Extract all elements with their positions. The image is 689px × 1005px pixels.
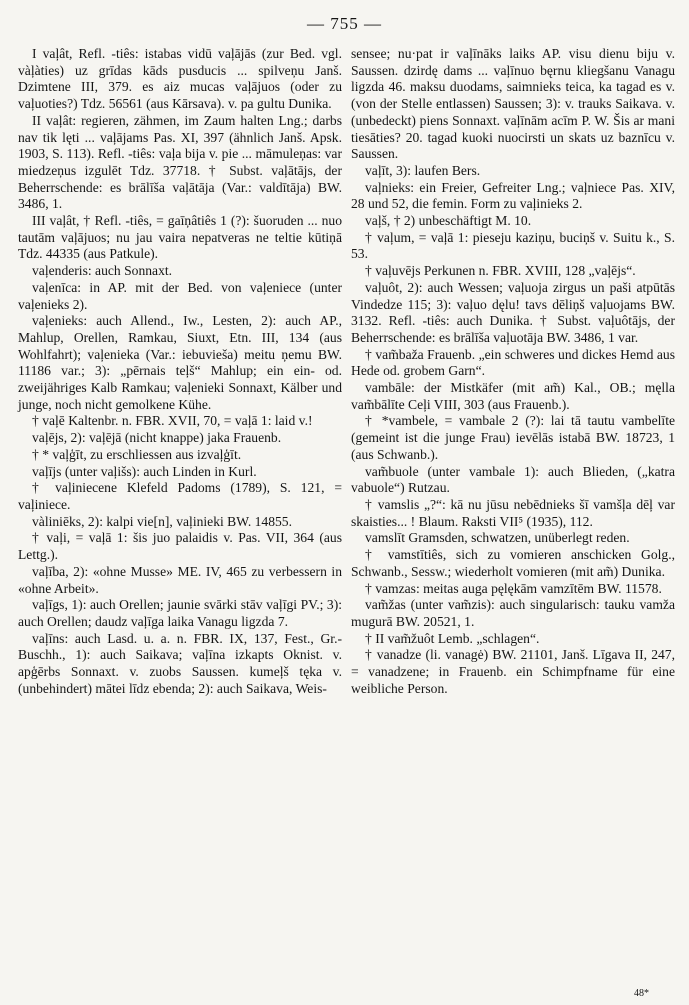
- right-column: [351, 46, 675, 697]
- left-entry: vaļīns: auch Lasd. u. a. n. FBR. IX, 137, Fest., Gr.-Buschh., 1): auch Saikava; vaļīna izkapts Oknist. v. apģērbs Sonnaxt. v. zuobs Saussen. kumeļš tęka v. (unbehindert) mātei līdz ebenda; 2): auch Saikava, Weis-: [18, 630, 342, 696]
- right-entry: † vam̃baža Frauenb. „ein schweres und dickes Hemd aus Hede od. grobem Garn“.: [351, 346, 675, 379]
- right-entry: † vanadze (li. vanagė) BW. 21101, Janš. Līgava II, 247, = vanadzene; in Frauenb. ein Schimpfname für eine weibliche Person.: [351, 647, 675, 696]
- left-entry: † * vaļģīt, zu erschliessen aus izvaļģīt.: [32, 446, 242, 462]
- left-entry: † vaļi, = vaļā 1: šis juo palaidis v. Pas. VII, 364 (aus Lettg.).: [18, 530, 342, 563]
- left-entry: vaļenieks: auch Allend., Iw., Lesten, 2): auch AP., Mahlup, Orellen, Ramkau, Siuxt, Etn. III, 134 (aus Wohlfahrt); vaļenieka (Var.: iebuvieša) meitu ņemu BW. 11186 var.; 3): „pērnais teļš“ Mahlup; ein ein- od. zweijähriges Kalb Ramkau; vaļenieki Sonnaxt, Kälber und junge, noch nicht gemolkene Kühe.: [18, 313, 342, 412]
- right-entry: sensee; nu·pat ir vaļīnāks laiks AP. visu dienu biju v. Saussen. dzirdę dams ... vaļīnuo bęrnu kliegšanu Vanagu ligzda 46. maksu duodams, saimnieks teica, ka tagad es v. (von der Stelle entlassen) Saussen; 3): v. trauks Saikava. v. (unbedeckt) piens Sonnaxt. vaļīnām acīm P. W. Šis ar mani tiesāties? 20. tagad kuoki nuocirsti un skats uz baznīcu v. Saussen.: [351, 46, 675, 162]
- left-entry: II vaļât: regieren, zähmen, im Zaum halten Lng.; darbs nav tik lęti ... vaļājams Pas. XI, 397 (ähnlich Janš. Apsk. 1903, S. 113). Refl. -tiês: vaļa bija v. pie ... māmuleņas: var miedzeņus izgulēt Tdz. 37718. † Subst. vaļātājs, der Beherrschende: es brālīša vaļātāja (Var.: valdītāja) BW. 3486, 1.: [18, 112, 342, 212]
- right-entry: vam̃buole (unter vambale 1): auch Blieden, („katra vabuole“) Rutzau.: [351, 463, 675, 496]
- left-entry: vàliniēks, 2): kalpi vie[n], vaļinieki BW. 14855.: [32, 513, 292, 529]
- right-entry: vaļīt, 3): laufen Bers.: [365, 162, 481, 178]
- left-entry: † vaļiniecene Klefeld Padoms (1789), S. 121, = vaļiniece.: [18, 480, 342, 512]
- signature-mark: 48*: [634, 988, 649, 999]
- right-entry: † *vambele, = vambale 2 (?): lai tā tautu vambelīte (gemeint ist die junge Frau) ievēlās istabā BW. 18723, 1 (aus Schwanb.).: [351, 413, 675, 462]
- right-entry: † vamzas: meitas auga pęlękām vamzītēm BW. 11578.: [365, 580, 662, 596]
- left-entry: vaļība, 2): «ohne Musse» ME. IV, 465 zu verbessern in «ohne Arbeit».: [18, 563, 342, 596]
- right-entry: † vamslis „?“: kā nu jūsu nebēdnieks šī vamšļa dēļ var skaisties... ! Blaum. Raksti VII⁵ (1935), 112.: [351, 496, 675, 529]
- right-entry: † II vam̃žuôt Lemb. „schlagen“.: [365, 630, 540, 646]
- right-entry: † vamstītiês, sich zu vomieren anschicken Golg., Schwanb., Sessw.; wiederholt vomieren (mit am̃) Dunika.: [351, 547, 675, 579]
- right-entry: vaļuôt, 2): auch Wessen; vaļuoja zirgus un paši atpūtās Vindedze 115; 3): vaļuo dęlu! tavs dēliņš vaļuojams BW. 3132. Refl. -tiês: auch Dunika. † Subst. vaļuôtājs, der Beherrschende: es brālīša vaļuotāja BW. 3486, 1 var.: [351, 279, 675, 345]
- left-entry: † vaļē Kaltenbr. n. FBR. XVII, 70, = vaļā 1: laid v.!: [32, 413, 313, 429]
- page-number: — 755 —: [307, 14, 382, 33]
- right-entry: vaļš, † 2) unbeschäftigt M. 10.: [365, 213, 532, 229]
- left-entry: vaļenīca: in AP. mit der Bed. von vaļeniece (unter vaļenieks 2).: [18, 279, 342, 312]
- left-entry: I vaļât, Refl. -tiês: istabas vidū vaļājās (zur Bed. vgl. vàļàties) uz grīdas kāds pusducis ... spilveņu Janš. Dzimtene III, 379. es aiz mucas vaļājuos (oder zu vaļuoties?) Tdz. 56561 (aus Kārsava). v. pa gultu Dunika.: [18, 46, 342, 112]
- left-entry: vaļējs, 2): vaļējā (nicht knappe) jaka Frauenb.: [32, 430, 282, 446]
- right-entry: vamslīt Gramsden, schwatzen, unüberlegt reden.: [365, 530, 630, 546]
- right-entry: vaļnieks: ein Freier, Gefreiter Lng.; vaļniece Pas. XIV, 28 und 52, die femin. Form zu vaļinieks 2.: [351, 179, 675, 212]
- left-column: [18, 46, 342, 697]
- left-entry: vaļīgs, 1): auch Orellen; jaunie svārki stāv vaļīgi PV.; 3): auch Orellen; daudz vaļīga laika Vanagu ligzda 7.: [18, 597, 342, 629]
- right-entry: † vaļum, = vaļā 1: pieseju kaziņu, buciņš v. Suitu k., S. 53.: [351, 229, 675, 262]
- left-entry: vaļenderis: auch Sonnaxt.: [32, 263, 173, 279]
- right-entry: † vaļuvējs Perkunen n. FBR. XVIII, 128 „vaļējs“.: [365, 263, 636, 279]
- left-entry: III vaļât, † Refl. -tiês, = gaīņâtiês 1 (?): šuoruden ... nuo tautām vaļājuos; nu jau vaira nepatveras ne teltie kūtiņā Tdz. 44335 (aus Patkule).: [18, 213, 342, 262]
- left-entry: vaļījs (unter vaļišs): auch Linden in Kurl.: [32, 463, 257, 479]
- right-entry: vambāle: der Mistkäfer (mit am̃) Kal., OB.; męlla vam̃bālīte Ceļi VIII, 303 (aus Frauenb.).: [351, 380, 675, 412]
- right-entry: vam̃žas (unter vam̃zis): auch singularisch: tauku vamža mugurā BW. 20521, 1.: [351, 597, 675, 629]
